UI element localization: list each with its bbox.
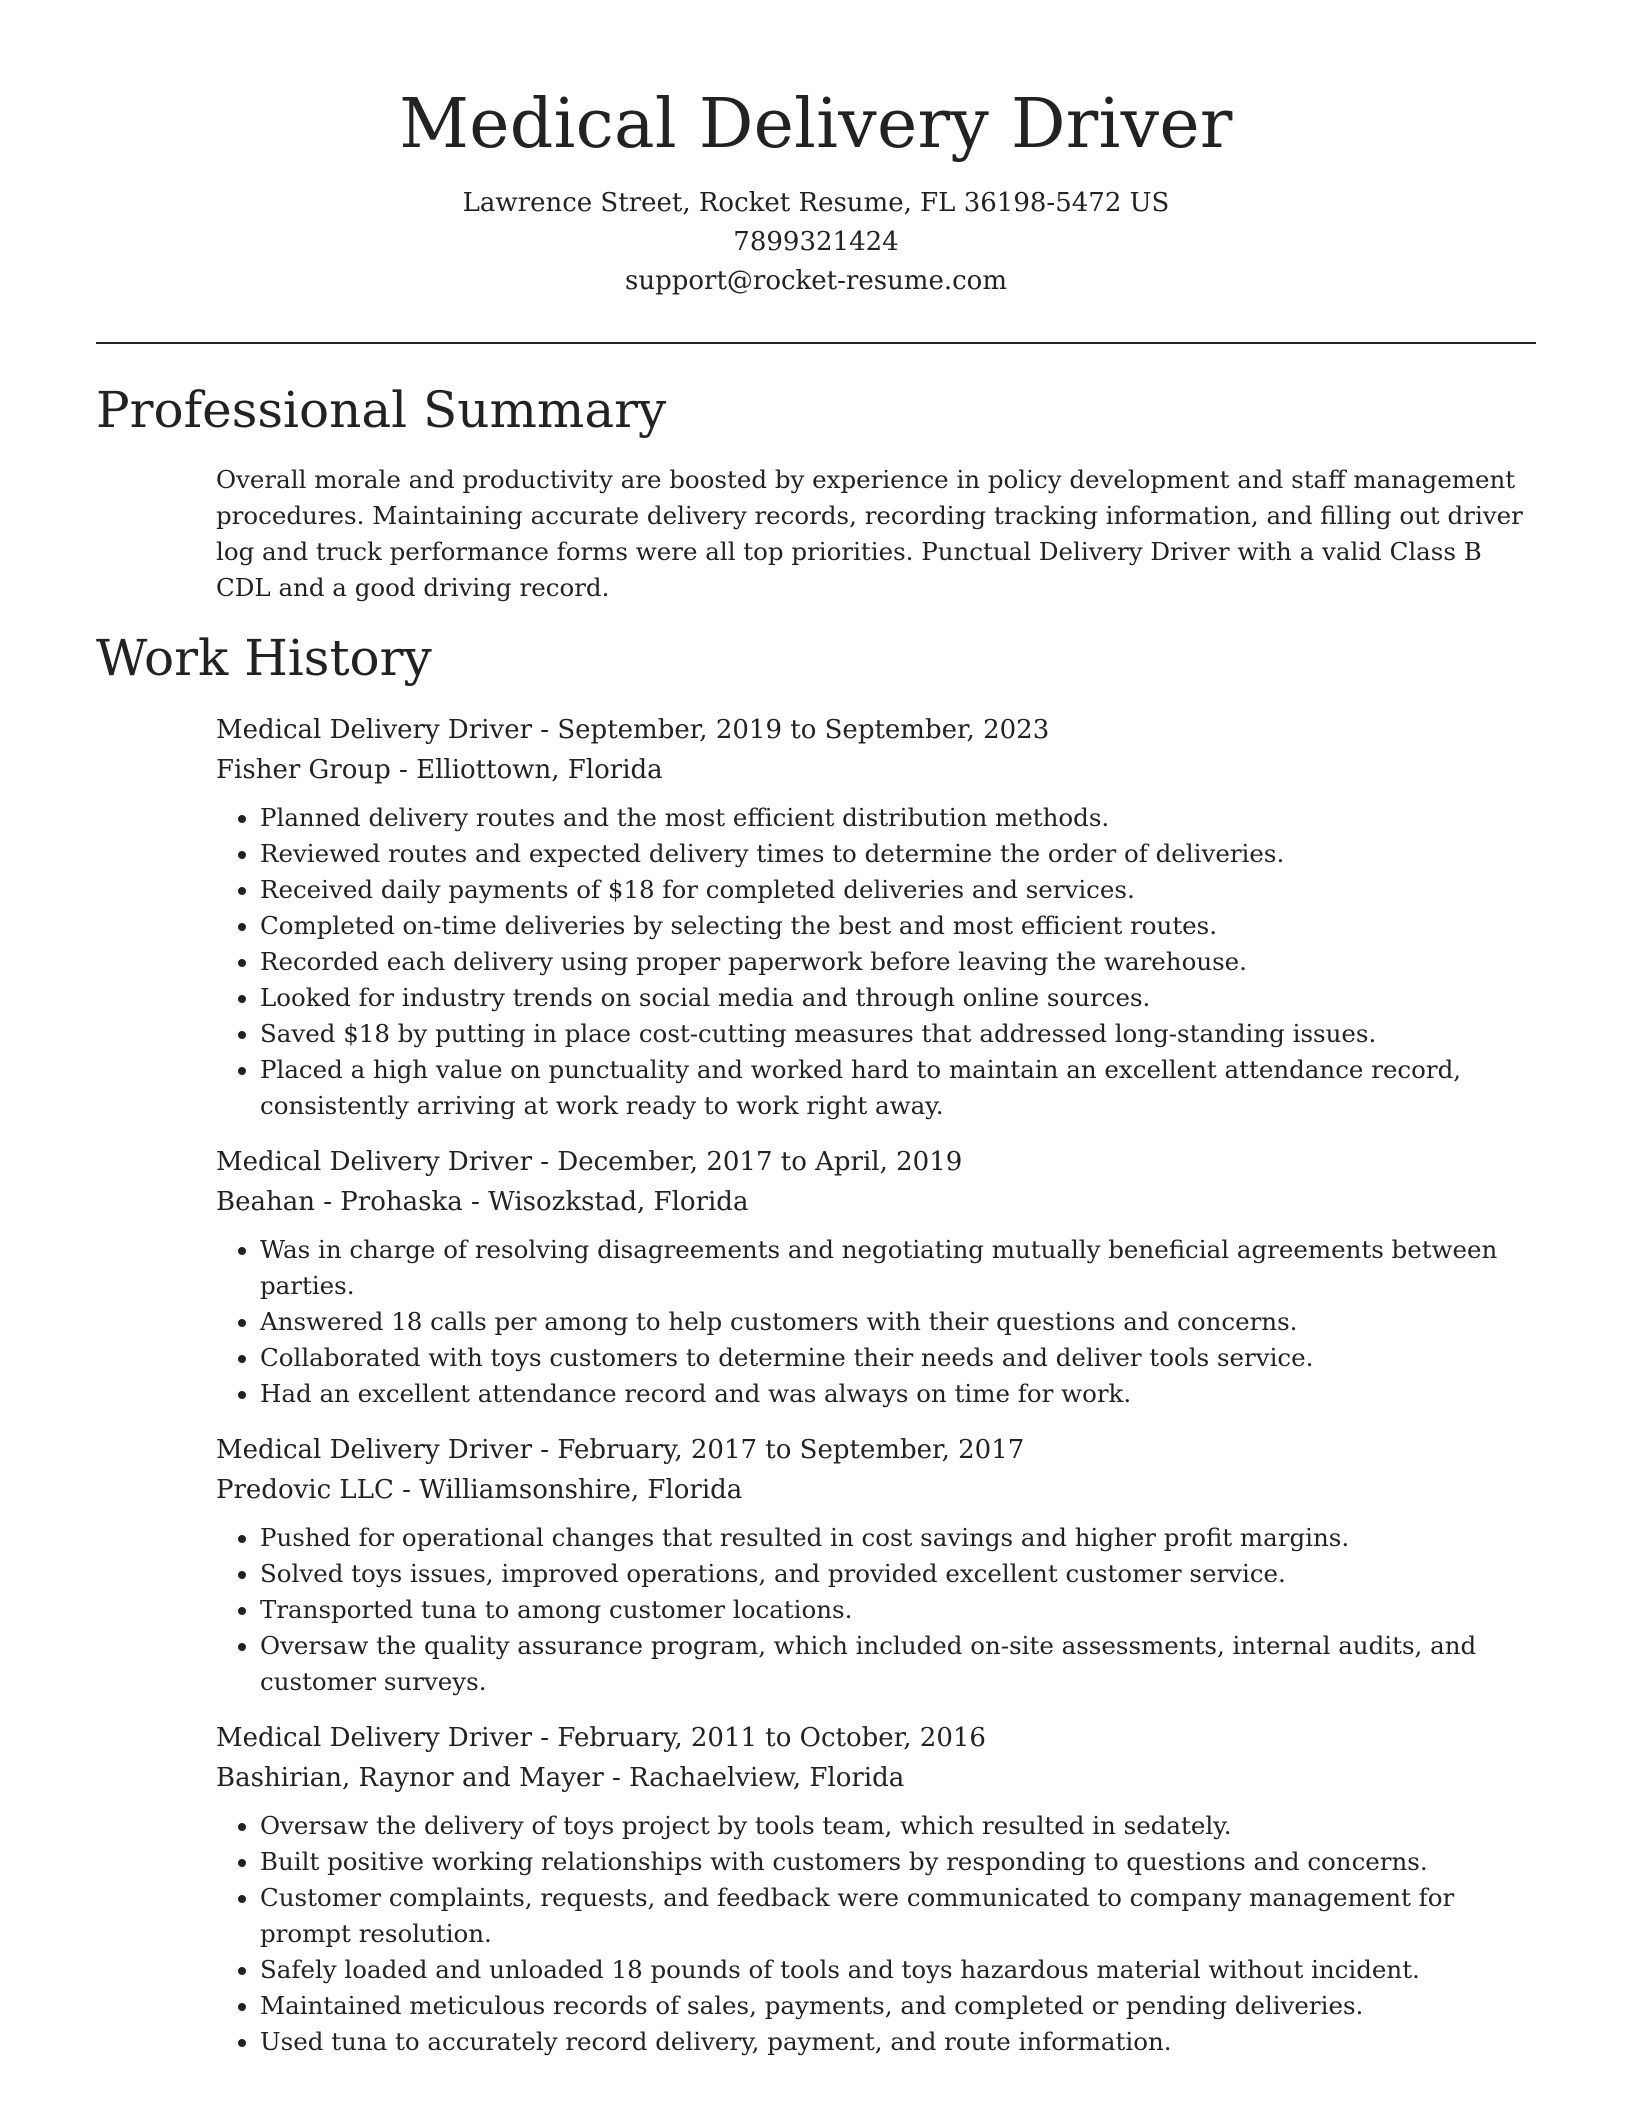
job-company: Predovic LLC xyxy=(216,1475,394,1505)
job-title: Medical Delivery Driver xyxy=(216,1147,533,1177)
job-bullets xyxy=(216,1808,1546,2060)
work-history-heading: Work History xyxy=(96,629,432,687)
job-location: Rachaelview, Florida xyxy=(629,1763,905,1793)
job-company: Fisher Group xyxy=(216,755,391,785)
bullet-item: • Maintained meticulous records of sales, payments, and completed or pending deliveries. xyxy=(260,1988,1546,2024)
contact-phone: 7899321424 xyxy=(733,227,899,257)
bullet-item: • Safely loaded and unloaded 18 pounds of tools and toys hazardous material without incident. xyxy=(260,1952,1546,1988)
bullet-item: • Collaborated with toys customers to determine their needs and deliver tools service. xyxy=(260,1340,1546,1376)
bullet-item: • Reviewed routes and expected delivery times to determine the order of deliveries. xyxy=(260,836,1546,872)
job-company-line xyxy=(216,750,1546,790)
job-entry xyxy=(216,710,1546,1124)
bullet-item: • Looked for industry trends on social media and through online sources. xyxy=(260,980,1546,1016)
contact-address: Lawrence Street, Rocket Resume, FL 36198-5472 US xyxy=(462,188,1170,218)
bullet-item: • Had an excellent attendance record and was always on time for work. xyxy=(260,1376,1546,1412)
header-divider xyxy=(96,342,1536,344)
bullet-item: • Answered 18 calls per among to help customers with their questions and concerns. xyxy=(260,1304,1546,1340)
job-location: Wisozkstad, Florida xyxy=(488,1187,749,1217)
job-bullets xyxy=(216,1232,1546,1412)
bullet-item: • Planned delivery routes and the most efficient distribution methods. xyxy=(260,800,1546,836)
job-location: Elliottown, Florida xyxy=(416,755,663,785)
job-dates: February, 2017 to September, 2017 xyxy=(557,1435,1025,1465)
job-dates: September, 2019 to September, 2023 xyxy=(557,715,1050,745)
job-company-line xyxy=(216,1758,1546,1798)
bullet-item: • Was in charge of resolving disagreements and negotiating mutually beneficial agreements between parties. xyxy=(260,1232,1546,1304)
job-entry xyxy=(216,1142,1546,1412)
bullet-item: • Saved $18 by putting in place cost-cutting measures that addressed long-standing issues. xyxy=(260,1016,1546,1052)
resume-header xyxy=(0,0,1632,301)
separator: - xyxy=(532,1723,558,1753)
separator: - xyxy=(462,1187,489,1217)
bullet-item: • Completed on-time deliveries by selecting the best and most efficient routes. xyxy=(260,908,1546,944)
job-title-line xyxy=(216,710,1546,750)
contact-info xyxy=(0,184,1632,301)
job-dates: February, 2011 to October, 2016 xyxy=(557,1723,986,1753)
bullet-item: • Oversaw the quality assurance program, which included on-site assessments, internal audits, and customer surveys. xyxy=(260,1628,1546,1700)
job-company: Bashirian, Raynor and Mayer xyxy=(216,1763,604,1793)
bullet-item: • Pushed for operational changes that resulted in cost savings and higher profit margins. xyxy=(260,1520,1546,1556)
bullet-item: • Placed a high value on punctuality and worked hard to maintain an excellent attendance record, consistently arriving at work ready to work right away. xyxy=(260,1052,1546,1124)
contact-email: support@rocket-resume.com xyxy=(624,266,1007,296)
separator: - xyxy=(393,1475,420,1505)
job-dates: December, 2017 to April, 2019 xyxy=(557,1147,963,1177)
bullet-item: • Recorded each delivery using proper paperwork before leaving the warehouse. xyxy=(260,944,1546,980)
job-bullets xyxy=(216,1520,1546,1700)
job-bullets xyxy=(216,800,1546,1124)
bullet-item: • Received daily payments of $18 for completed deliveries and services. xyxy=(260,872,1546,908)
separator: - xyxy=(532,1435,558,1465)
bullet-item: • Customer complaints, requests, and feedback were communicated to company management for prompt resolution. xyxy=(260,1880,1546,1952)
summary-text: Overall morale and productivity are boosted by experience in policy development and staff management procedures. Maintaining accurate delivery records, recording tracking information, and filling out driver log and truck performance forms were all top priorities. Punctual Delivery Driver with a valid Class B CDL and a good driving record. xyxy=(216,465,1523,602)
candidate-name: Medical Delivery Driver xyxy=(399,85,1233,164)
job-entry xyxy=(216,1430,1546,1700)
separator: - xyxy=(603,1763,630,1793)
summary-heading: Professional Summary xyxy=(96,381,667,439)
separator: - xyxy=(532,715,558,745)
job-company-line xyxy=(216,1470,1546,1510)
job-title-line xyxy=(216,1430,1546,1470)
job-company: Beahan - Prohaska xyxy=(216,1187,463,1217)
job-location: Williamsonshire, Florida xyxy=(419,1475,743,1505)
separator: - xyxy=(390,755,417,785)
bullet-item: • Oversaw the delivery of toys project by tools team, which resulted in sedately. xyxy=(260,1808,1546,1844)
bullet-item: • Built positive working relationships with customers by responding to questions and concerns. xyxy=(260,1844,1546,1880)
separator: - xyxy=(532,1147,558,1177)
job-company-line xyxy=(216,1182,1546,1222)
job-title: Medical Delivery Driver xyxy=(216,715,533,745)
job-title-line xyxy=(216,1718,1546,1758)
bullet-item: • Solved toys issues, improved operations, and provided excellent customer service. xyxy=(260,1556,1546,1592)
job-title-line xyxy=(216,1142,1546,1182)
work-history-list xyxy=(216,710,1546,2078)
bullet-item: • Used tuna to accurately record delivery, payment, and route information. xyxy=(260,2024,1546,2060)
job-title: Medical Delivery Driver xyxy=(216,1435,533,1465)
bullet-item: • Transported tuna to among customer locations. xyxy=(260,1592,1546,1628)
job-entry xyxy=(216,1718,1546,2060)
job-title: Medical Delivery Driver xyxy=(216,1723,533,1753)
